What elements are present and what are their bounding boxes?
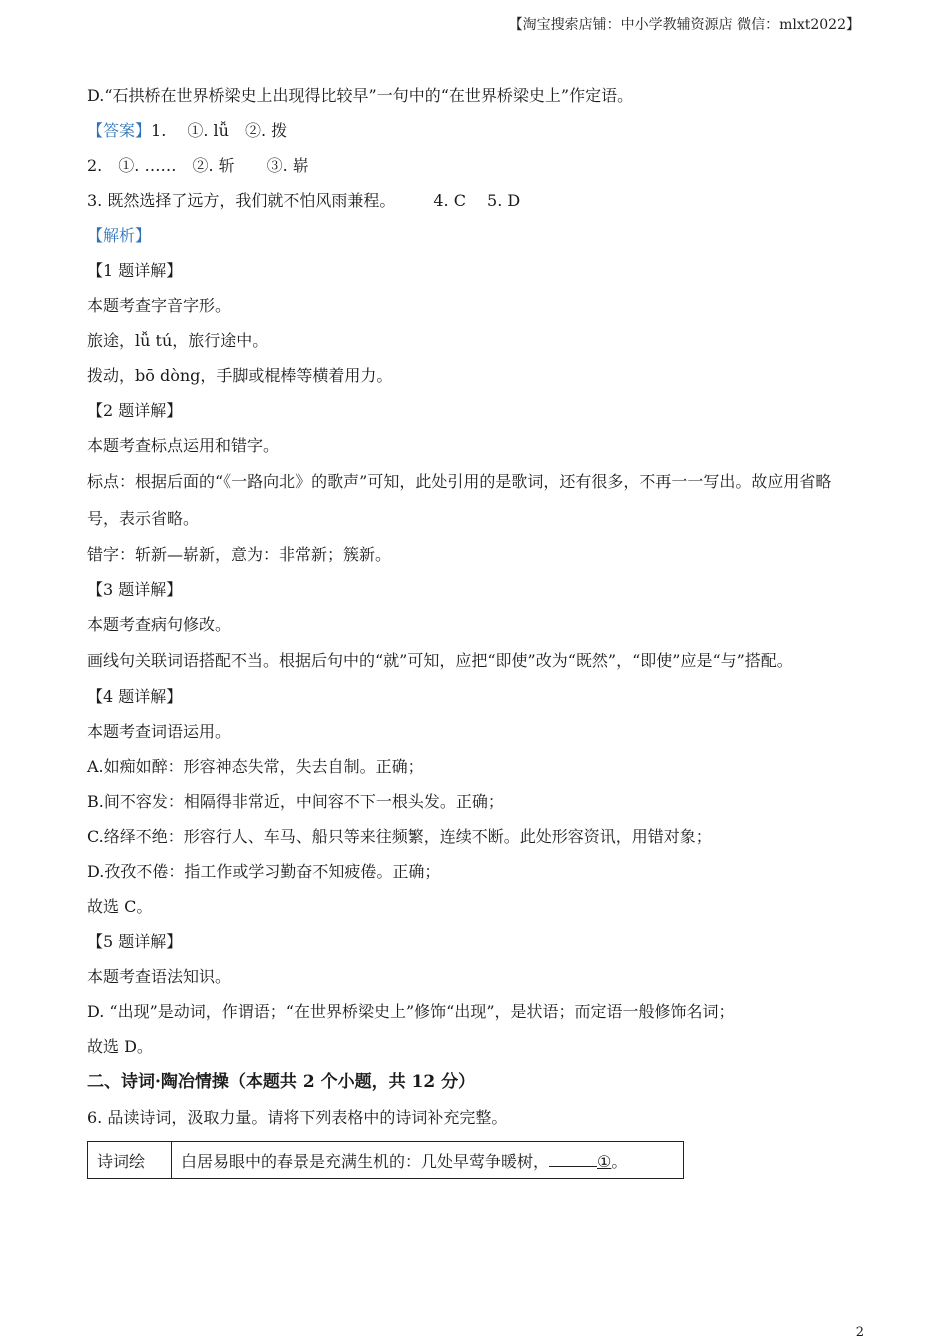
q2-text-c: 错字：斩新—崭新，意为：非常新；簇新。 — [87, 545, 392, 564]
q5-heading: 【5 题详解】 — [87, 932, 183, 951]
q1-heading: 【1 题详解】 — [87, 261, 183, 280]
q1-text-c: 拨动，bō dòng，手脚或棍棒等横着用力。 — [87, 366, 393, 385]
q4-heading: 【4 题详解】 — [87, 687, 183, 706]
section-2-title: 二、诗词·陶冶情操（本题共 2 个小题，共 12 分） — [87, 1072, 476, 1092]
poem-end: 。 — [611, 1151, 628, 1171]
blank-mark: ① — [597, 1151, 612, 1171]
answer-line-1 — [87, 113, 862, 148]
q1-text-a: 本题考查字音字形。 — [87, 296, 232, 315]
poem-table — [87, 1141, 684, 1179]
q4-text-a: 本题考查词语运用。 — [87, 722, 232, 741]
page-header: 【淘宝搜索店铺：中小学教辅资源店 微信：mlxt2022】 — [508, 17, 860, 33]
answer-3: 3. 既然选择了远方，我们就不怕风雨兼程。 — [87, 191, 396, 210]
table-row — [88, 1142, 684, 1179]
q4-option-d: D.孜孜不倦：指工作或学习勤奋不知疲倦。正确； — [87, 862, 441, 881]
answer-tag: 【答案】 — [87, 121, 152, 140]
q4-choice: 故选 C。 — [87, 897, 153, 916]
q3-heading: 【3 题详解】 — [87, 580, 183, 599]
q5-text-a: 本题考查语法知识。 — [87, 967, 232, 986]
analysis-tag: 【解析】 — [87, 226, 152, 245]
answer-2: 2. ①. …… ②. 斩 ③. 崭 — [87, 156, 309, 175]
q5-choice: 故选 D。 — [87, 1037, 153, 1056]
option-d-line: D.“石拱桥在世界桥梁史上出现得比较早”一句中的“在世界桥梁史上”作定语。 — [87, 86, 634, 105]
table-label-cell: 诗词绘 — [88, 1142, 172, 1179]
poem-text: 白居易眼中的春景是充满生机的：几处早莺争暖树， — [181, 1151, 550, 1171]
q4-option-a: A.如痴如醉：形容神态失常，失去自制。正确； — [87, 757, 424, 776]
q6-prompt: 6. 品读诗词，汲取力量。请将下列表格中的诗词补充完整。 — [87, 1108, 508, 1127]
q4-option-c: C.络绎不绝：形容行人、车马、船只等来往频繁，连续不断。此处形容资讯，用错对象； — [87, 827, 712, 846]
fill-blank[interactable] — [549, 1152, 597, 1167]
answer-1: 1. ①. lǚ ②. 拨 — [151, 121, 288, 140]
q4-option-b: B.间不容发：相隔得非常近，中间容不下一根头发。正确； — [87, 792, 504, 811]
document-body — [87, 78, 862, 1179]
q5-text-b: D. “出现”是动词，作谓语；“在世界桥梁史上”修饰“出现”，是状语；而定语一般修饰名词； — [87, 1002, 735, 1021]
answer-line-3 — [87, 183, 862, 218]
answer-4-5: 4. C 5. D — [433, 191, 521, 210]
q2-text-b: 标点：根据后面的“《一路向北》的歌声”可知，此处引用的是歌词，还有很多，不再一一写出。故应用省略号，表示省略。 — [87, 472, 832, 528]
q1-text-b: 旅途，lǚ tú，旅行途中。 — [87, 331, 269, 350]
q2-heading: 【2 题详解】 — [87, 401, 183, 420]
q2-text-a: 本题考查标点运用和错字。 — [87, 436, 280, 455]
page-number: 2 — [855, 1325, 864, 1340]
q3-text-b: 画线句关联词语搭配不当。根据后句中的“就”可知，应把“即使”改为“既然”，“即使”应是“与”搭配。 — [87, 651, 793, 670]
table-content-cell — [172, 1142, 684, 1179]
q3-text-a: 本题考查病句修改。 — [87, 615, 232, 634]
